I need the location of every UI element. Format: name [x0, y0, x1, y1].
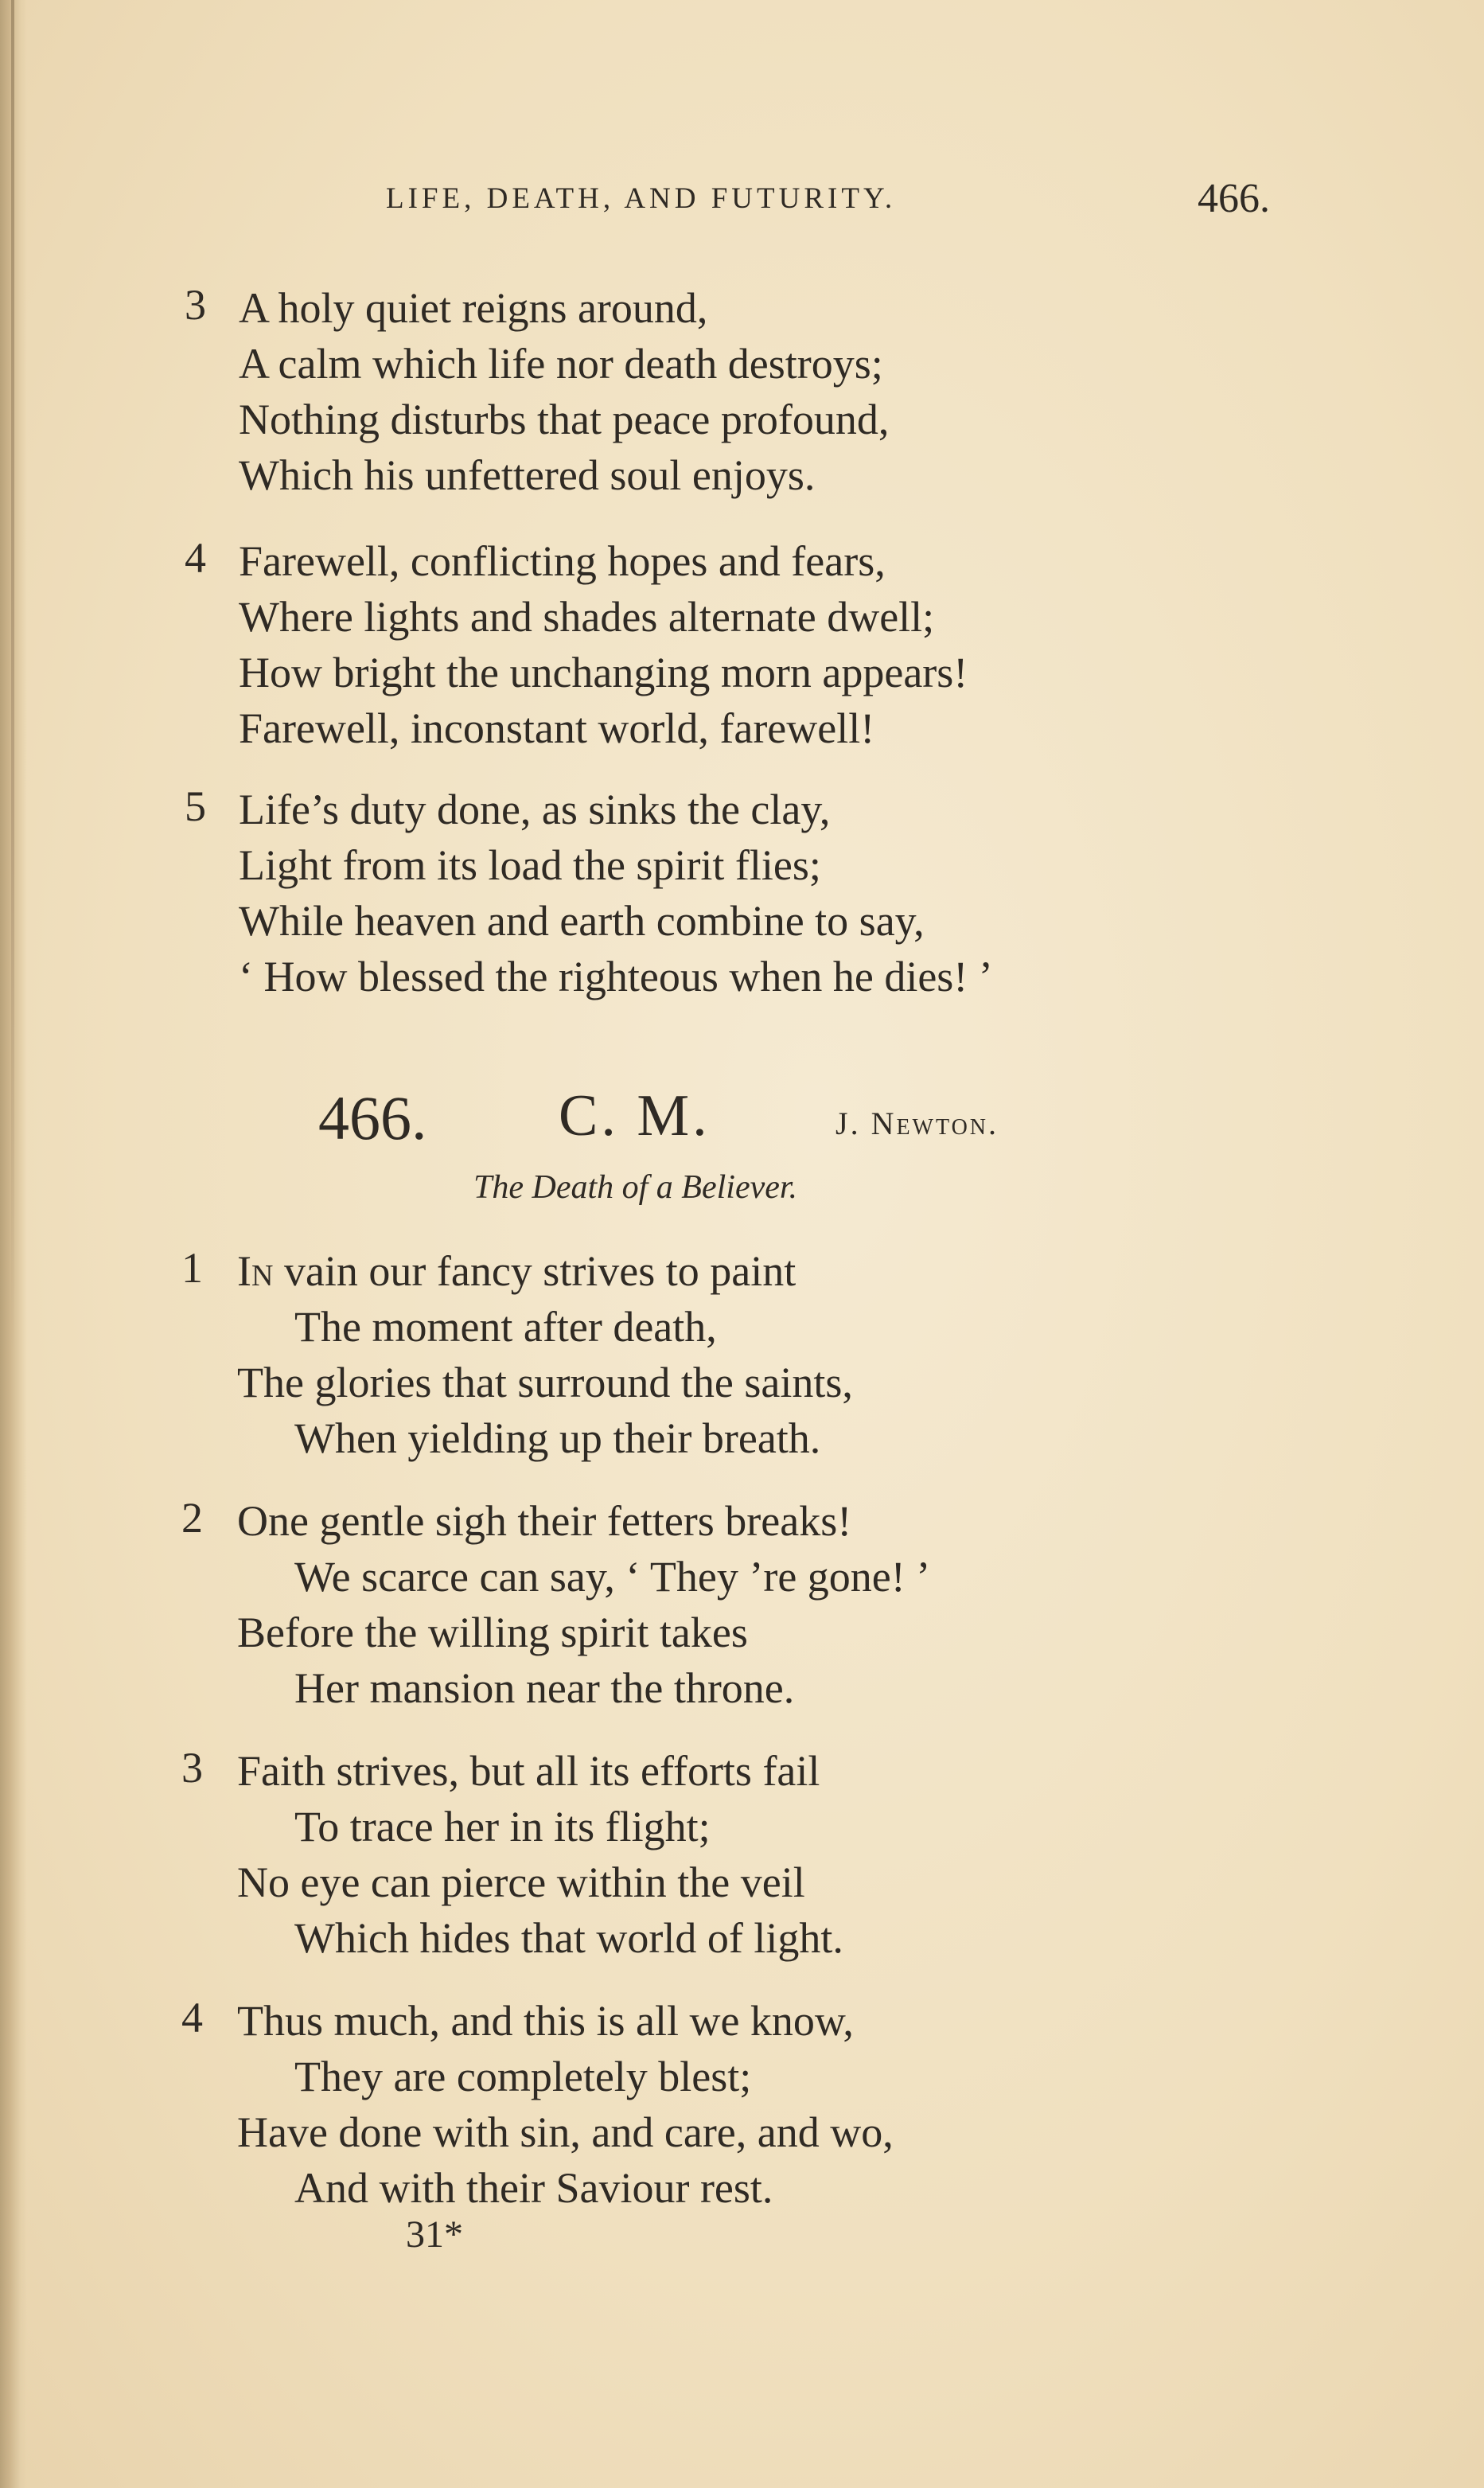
- verse-line: While heaven and earth combine to say,: [239, 897, 925, 945]
- verse-line: Before the willing spirit takes: [237, 1609, 748, 1656]
- verse-line: No eye can pierce within the veil: [237, 1858, 805, 1906]
- verse-line: ‘ How blessed the righteous when he dies! ’: [239, 953, 993, 1000]
- verse-line: The moment after death,: [294, 1303, 717, 1351]
- verse-number: 5: [185, 782, 206, 830]
- verse-number: 4: [185, 534, 206, 582]
- verse-number: 1: [181, 1244, 203, 1292]
- verse-line: A calm which life nor death destroys;: [239, 340, 883, 388]
- verse-line: When yielding up their breath.: [294, 1414, 821, 1462]
- verse-line: How bright the unchanging morn appears!: [239, 649, 968, 696]
- verse-line: To trace her in its flight;: [294, 1803, 711, 1850]
- verse-line: Nothing disturbs that peace profound,: [239, 396, 890, 443]
- verse-line: And with their Saviour rest.: [294, 2164, 773, 2212]
- verse-line: Where lights and shades alternate dwell;: [239, 593, 935, 641]
- verse-line: Thus much, and this is all we know,: [237, 1997, 854, 2045]
- verse-line: They are completely blest;: [294, 2053, 752, 2100]
- running-title: LIFE, DEATH, AND FUTURITY.: [386, 182, 897, 215]
- verse-line: Farewell, conflicting hopes and fears,: [239, 537, 886, 585]
- verse-line: Light from its load the spirit flies;: [239, 841, 821, 889]
- spine-crease: [11, 0, 14, 1353]
- page-number: 466.: [1198, 176, 1270, 221]
- verse-line: Life’s duty done, as sinks the clay,: [239, 786, 831, 833]
- verse-number: 2: [181, 1494, 203, 1542]
- verse-line: We scarce can say, ‘ They ’re gone! ’: [294, 1553, 931, 1601]
- verse-line: The glories that surround the saints,: [237, 1359, 853, 1406]
- verse-line: Which hides that world of light.: [294, 1914, 843, 1962]
- verse-line: One gentle sigh their fetters breaks!: [237, 1497, 852, 1545]
- verse-line: [237, 1243, 796, 1299]
- book-spine-shadow: [0, 0, 27, 2488]
- hymn-author: J. Newton.: [835, 1106, 999, 1141]
- verse-line: Farewell, inconstant world, farewell!: [239, 704, 875, 752]
- first-word-small-caps: In: [237, 1247, 274, 1295]
- hymn-number: 466.: [318, 1083, 427, 1152]
- verse-line: A holy quiet reigns around,: [239, 284, 708, 332]
- verse-line: Which his unfettered soul enjoys.: [239, 451, 816, 499]
- verse-line: Faith strives, but all its efforts fail: [237, 1747, 820, 1795]
- verse-number: 4: [181, 1994, 203, 2041]
- verse-line: Her mansion near the throne.: [294, 1664, 795, 1712]
- hymn-meter: C. M.: [559, 1083, 711, 1148]
- verse-line: Have done with sin, and care, and wo,: [237, 2108, 894, 2156]
- hymn-subtitle: The Death of a Believer.: [473, 1169, 798, 1206]
- verse-number: 3: [181, 1744, 203, 1792]
- verse-line-rest: vain our fancy strives to paint: [273, 1247, 797, 1295]
- verse-number: 3: [185, 281, 206, 329]
- signature-mark: 31*: [406, 2213, 463, 2256]
